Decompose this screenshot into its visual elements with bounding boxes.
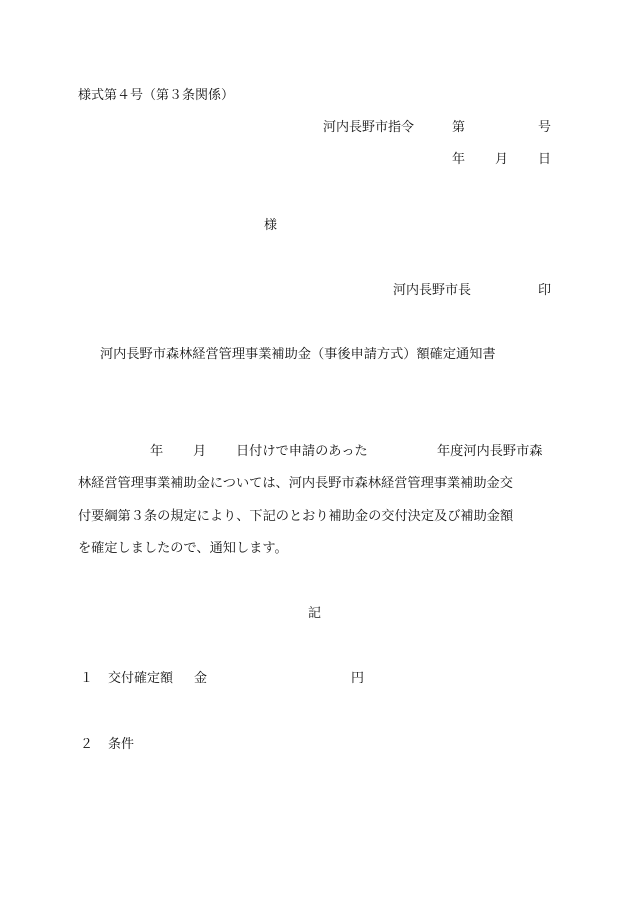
body-line-4: を確定しましたので、通知します。 [78, 541, 288, 556]
body-line1-rest: 日付けで申請のあった [236, 444, 368, 459]
body-line-3: 付要綱第３条の規定により、下記のとおり補助金の交付決定及び補助金額 [78, 509, 514, 524]
item-1-prefix: 金 [194, 671, 208, 686]
body-year: 年 [150, 444, 164, 459]
number-prefix: 第 [452, 120, 466, 135]
body-month: 月 [193, 444, 207, 459]
document-title: 河内長野市森林経営管理事業補助金（事後申請方式）額確定通知書 [100, 347, 496, 362]
number-suffix: 号 [538, 120, 552, 135]
date-day: 日 [538, 152, 552, 167]
issuer-reference: 河内長野市指令 [323, 120, 415, 135]
sender-name: 河内長野市長 [393, 283, 472, 298]
item-1-label: 交付確定額 [108, 671, 174, 686]
item-1-suffix: 円 [351, 671, 365, 686]
body-line1-end: 年度河内長野市森 [437, 444, 543, 459]
item-1-number: １ [80, 671, 94, 686]
item-2-label: 条件 [108, 737, 135, 752]
recipient-honorific: 様 [264, 218, 278, 233]
body-line-2: 林経営管理事業補助金については、河内長野市森林経営管理事業補助金交 [78, 476, 513, 491]
date-year: 年 [452, 152, 466, 167]
ki-marker: 記 [308, 606, 322, 621]
sender-seal: 印 [538, 283, 552, 298]
date-month: 月 [495, 152, 509, 167]
form-label: 様式第４号（第３条関係） [78, 88, 235, 103]
item-2-number: ２ [80, 737, 94, 752]
